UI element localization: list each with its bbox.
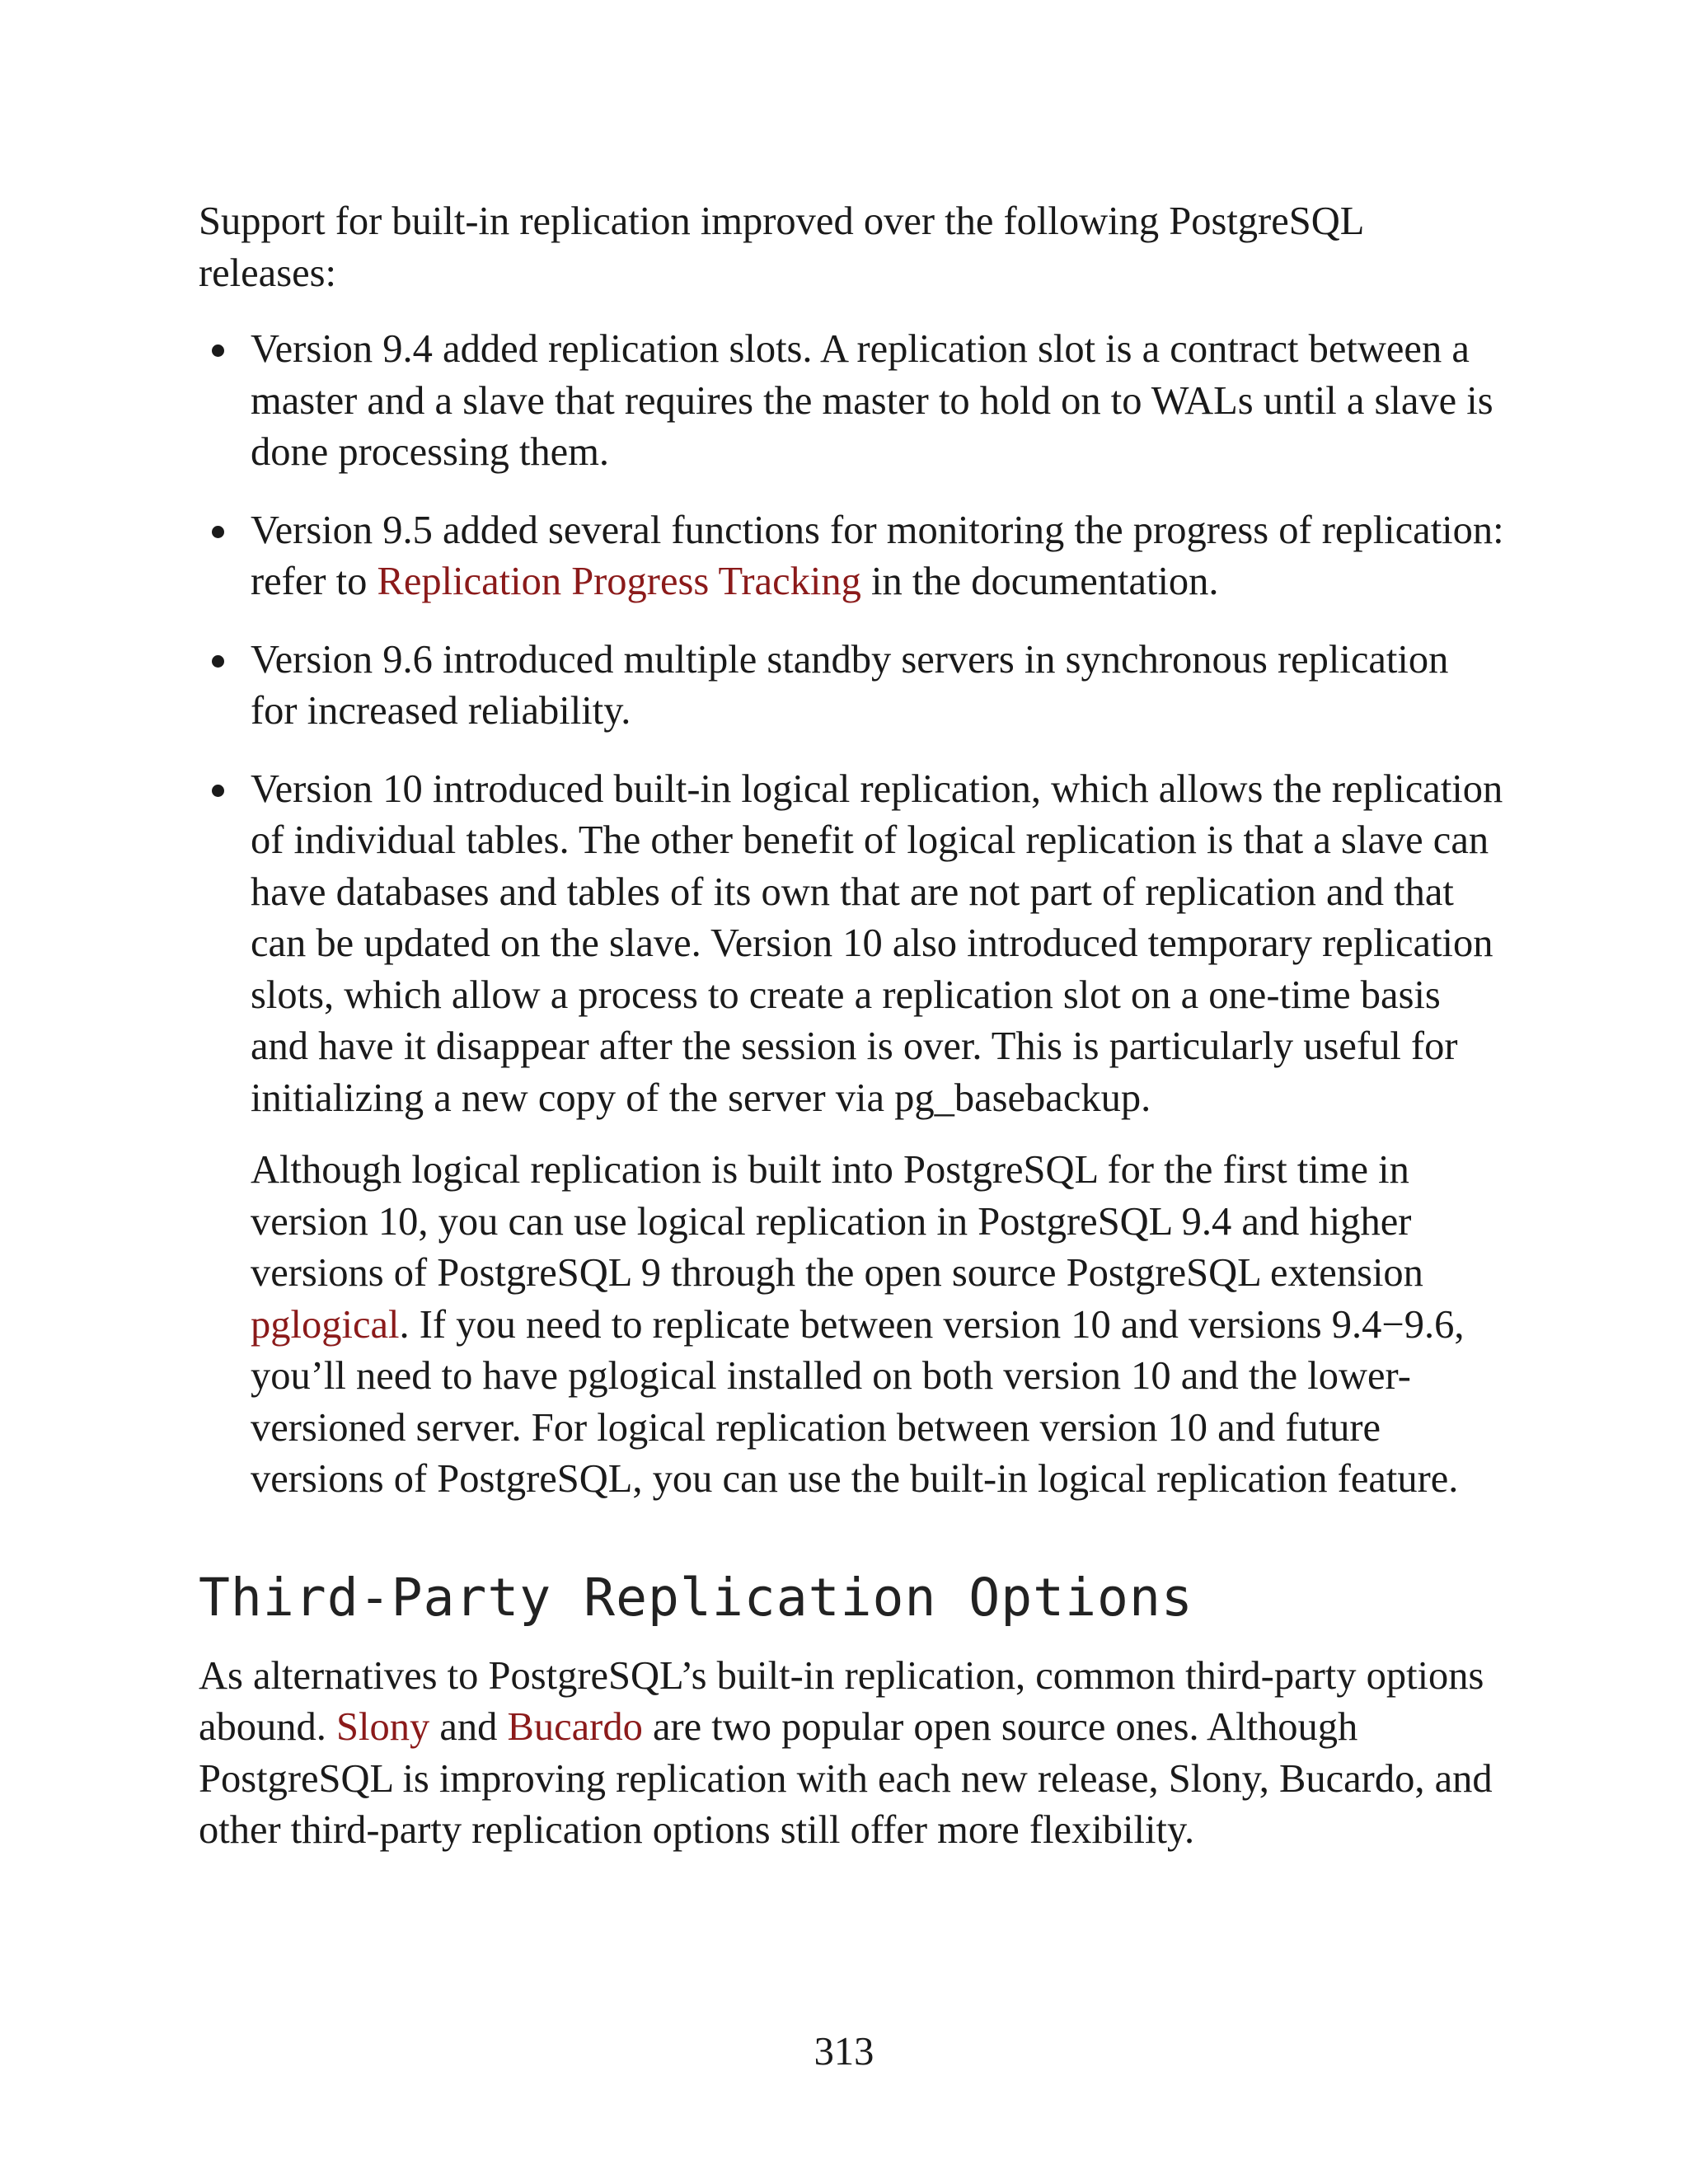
paragraph-text: and [429, 1705, 508, 1749]
list-item-version-10 [199, 764, 1505, 1506]
list-item-version-9-5 [199, 505, 1505, 608]
list-item-text: Version 9.6 introduced multiple standby servers in synchronous replication for increased reliability. [251, 637, 1449, 733]
list-item-text: in the documentation. [860, 560, 1219, 603]
list-item-version-9-6 [199, 635, 1505, 738]
paragraph-text: As alternatives to PostgreSQL’s built-in replication, common third-party options abound. [199, 1653, 1484, 1749]
page-content [199, 196, 1505, 1857]
list-item-version-9-4 [199, 324, 1505, 479]
page-number: 313 [814, 2030, 874, 2074]
pglogical-link[interactable]: pglogical [251, 1302, 400, 1347]
list-item-text: Version 10 introduced built-in logical replication, which allows the replication of individual tables. The other benefit of logical replication is that a slave can have databases and tables of its own that are not part of replication and that can be updated on the slave. Version 10 also introduced temporary replication slots, which allow a process to create a replication slot on a one-time basis and have it disappear after the session is over. This is particularly useful for initializing a new copy of the server via pg_basebackup. [251, 766, 1503, 1120]
bullet-icon [212, 526, 224, 538]
bullet-icon [212, 655, 224, 668]
list-item-text: Version 9.5 added several functions for monitoring the progress of replication: refer to [251, 508, 1504, 603]
note-text: . If you need to replicate between version 10 and versions 9.4−9.6, you’ll need to have pglogical installed on both version 10 and the lower-versioned server. For logical replication between version 10 and future versions of PostgreSQL, you can use the built-in logical replication feature. [251, 1302, 1465, 1501]
version-bullet-list [199, 324, 1505, 1506]
paragraph-text: are two popular open source ones. Although PostgreSQL is improving replication with each new release, Slony, Bucardo, and other third-party replication options still offer more flexibility. [199, 1705, 1493, 1852]
bucardo-link[interactable]: Bucardo [507, 1705, 643, 1749]
bullet-icon [212, 344, 224, 357]
logical-replication-note [251, 1145, 1505, 1506]
replication-progress-tracking-link[interactable]: Replication Progress Tracking [377, 560, 861, 603]
slony-link[interactable]: Slony [336, 1705, 430, 1749]
intro-paragraph: Support for built-in replication improved over the following PostgreSQL releases: [199, 199, 1363, 295]
bullet-icon [212, 785, 224, 797]
section-heading: Third-Party Replication Options [199, 1567, 1193, 1628]
list-item-text: Version 9.4 added replication slots. A replication slot is a contract between a master and a slave that requires the master to hold on to WALs until a slave is done processing them. [251, 327, 1493, 474]
section-paragraph [199, 1651, 1505, 1857]
note-text: Although logical replication is built into PostgreSQL for the first time in version 10, you can use logical replication in PostgreSQL 9.4 and higher versions of PostgreSQL 9 through the open source PostgreSQL extension [251, 1148, 1423, 1295]
